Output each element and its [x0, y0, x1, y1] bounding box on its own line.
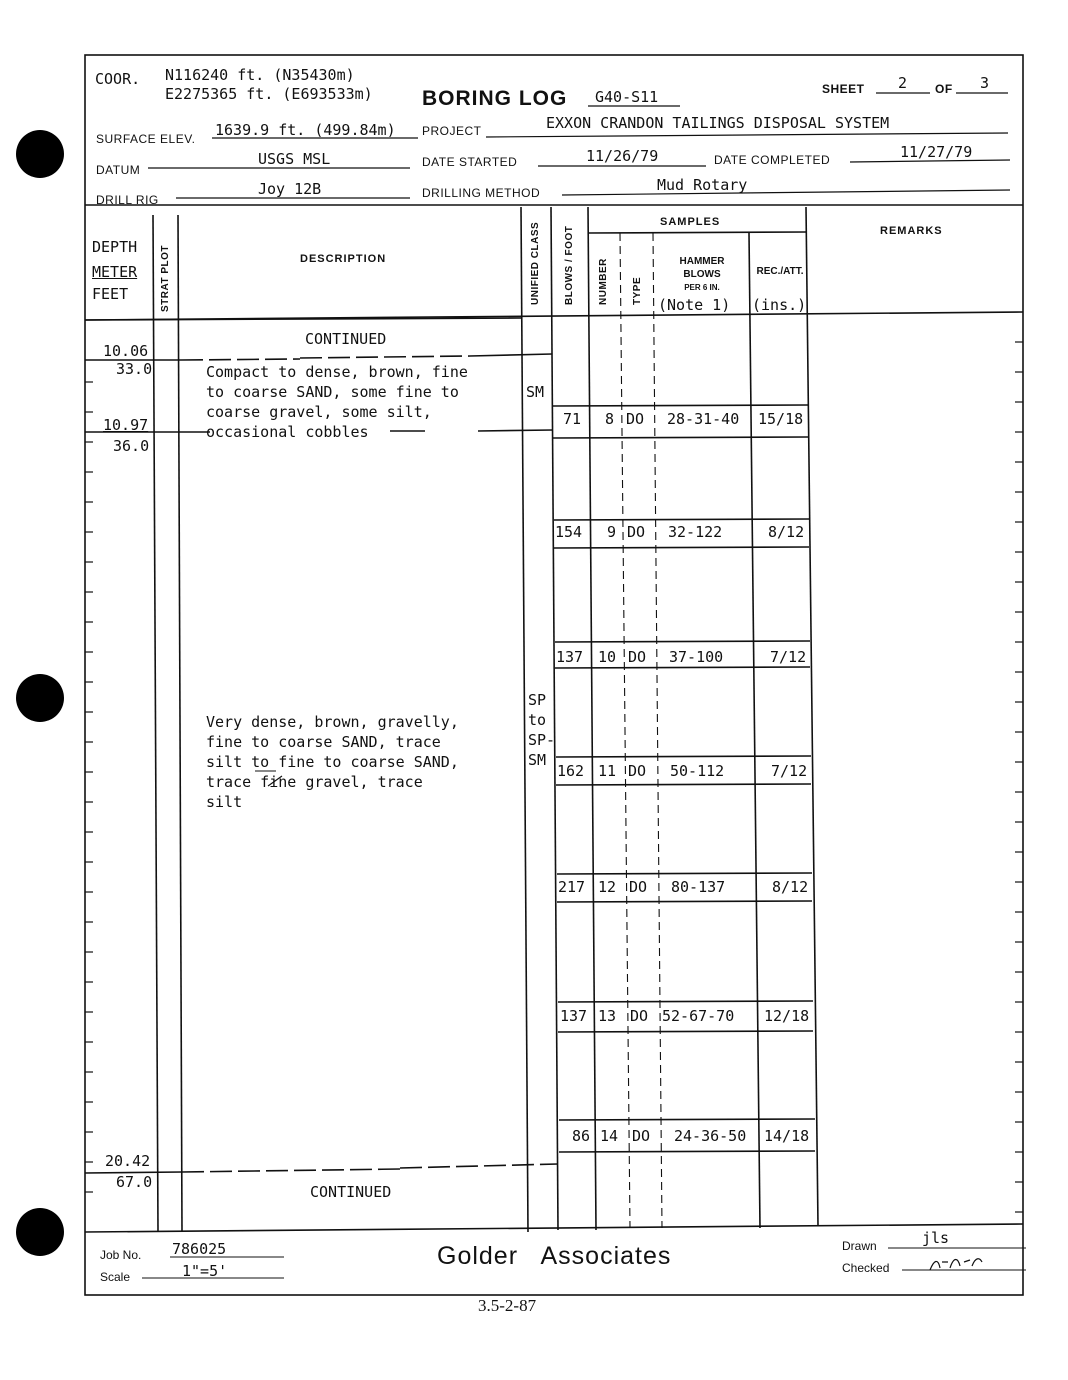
sample-rec-att: 14/18	[764, 1127, 810, 1145]
sample-hammer-blows: 80-137	[671, 878, 726, 896]
page-number: 3.5-2-87	[478, 1296, 537, 1315]
page-title: BORING LOG	[422, 87, 568, 110]
sample-rec-att: 7/12	[771, 762, 808, 780]
coor-label: COOR.	[95, 70, 141, 88]
sample-rec-att: 7/12	[770, 648, 807, 666]
date-started-label: DATE STARTED	[422, 155, 518, 169]
surface-elev-label: SURFACE ELEV.	[96, 132, 196, 146]
sample-hammer-blows: 24-36-50	[674, 1127, 747, 1145]
company-name: Golder Associates	[437, 1242, 672, 1270]
col-samples: SAMPLES	[660, 216, 721, 228]
coor-north: N116240 ft. (N35430m)	[165, 66, 355, 84]
datum-label: DATUM	[96, 163, 141, 177]
project-name: EXXON CRANDON TAILINGS DISPOSAL SYSTEM	[546, 114, 890, 132]
layer-description-1: Compact to dense, brown, fine to coarse SAND, some fine to coarse gravel, some silt, occasional cobbles	[206, 363, 468, 441]
sample-rec-att: 12/18	[764, 1007, 810, 1025]
sample-number: 10	[598, 648, 617, 666]
sample-hammer-blows: 50-112	[670, 762, 725, 780]
depth-meter-3: 20.42	[105, 1152, 151, 1170]
col-rec-att: REC./ATT.	[756, 266, 804, 277]
sample-type: DO	[626, 410, 645, 428]
continued-top: CONTINUED	[305, 330, 387, 348]
sample-blows: 86	[572, 1127, 591, 1145]
col-depth-line3: FEET	[92, 285, 129, 303]
sample-number: 9	[607, 523, 617, 541]
sheet-number: 2	[898, 74, 908, 92]
scale-label: Scale	[100, 1270, 131, 1284]
col-description: DESCRIPTION	[300, 253, 387, 265]
job-no-label: Job No.	[100, 1248, 142, 1262]
sample-blows: 71	[563, 410, 582, 428]
sample-number: 12	[598, 878, 617, 896]
sample-blows: 162	[557, 762, 585, 780]
sample-type: DO	[627, 523, 646, 541]
of-label: OF	[935, 82, 953, 96]
col-unified-class: UNIFIED CLASS	[530, 221, 541, 305]
sample-hammer-blows: 52-67-70	[662, 1007, 735, 1025]
drill-rig-label: DRILL RIG	[96, 193, 159, 207]
sheet-label: SHEET	[822, 82, 865, 96]
date-completed: 11/27/79	[900, 143, 973, 161]
scale-value: 1"=5'	[182, 1262, 228, 1280]
sample-number: 13	[598, 1007, 617, 1025]
job-no: 786025	[172, 1240, 227, 1258]
drilling-method: Mud Rotary	[657, 176, 748, 194]
coor-east: E2275365 ft. (E693533m)	[165, 85, 373, 103]
drawn-label: Drawn	[842, 1239, 877, 1253]
depth-feet-1: 33.0	[116, 360, 153, 378]
date-started: 11/26/79	[586, 147, 659, 165]
surface-elev: 1639.9 ft. (499.84m)	[215, 121, 396, 139]
sample-rec-att: 15/18	[758, 410, 804, 428]
sample-number: 11	[598, 762, 617, 780]
sample-hammer-blows: 32-122	[668, 523, 723, 541]
col-sample-number: NUMBER	[598, 258, 609, 305]
sample-blows: 137	[560, 1007, 588, 1025]
col-rec-units: (ins.)	[752, 296, 807, 314]
depth-feet-2: 36.0	[113, 437, 150, 455]
col-depth-line1: DEPTH	[92, 238, 138, 256]
datum-value: USGS MSL	[258, 150, 331, 168]
col-blows-per-foot: BLOWS / FOOT	[564, 225, 575, 305]
sheet-total: 3	[980, 74, 990, 92]
layer-description-2: Very dense, brown, gravelly, fine to coarse SAND, trace silt to fine to coarse SAND, trace fine gravel, trace silt	[206, 713, 459, 811]
col-remarks: REMARKS	[880, 225, 943, 237]
col-hammer-line2: BLOWS	[683, 269, 721, 280]
drilling-method-label: DRILLING METHOD	[422, 186, 541, 200]
layer-class-1: SM	[526, 383, 545, 401]
checked-label: Checked	[842, 1261, 890, 1275]
sample-type: DO	[628, 762, 647, 780]
sample-number: 8	[605, 410, 615, 428]
col-strat-plot: STRAT PLOT	[160, 244, 171, 312]
sample-type: DO	[629, 878, 648, 896]
col-sample-type: TYPE	[632, 276, 643, 305]
depth-meter-1: 10.06	[103, 342, 149, 360]
col-depth-line2: METER	[92, 263, 138, 281]
depth-meter-2: 10.97	[103, 416, 149, 434]
sample-rec-att: 8/12	[772, 878, 809, 896]
sample-blows: 154	[555, 523, 583, 541]
sample-hammer-blows: 28-31-40	[667, 410, 740, 428]
drawn-by: jls	[922, 1229, 950, 1247]
drill-rig: Joy 12B	[258, 180, 322, 198]
sample-rec-att: 8/12	[768, 523, 805, 541]
checked-signature	[926, 1252, 986, 1276]
date-completed-label: DATE COMPLETED	[714, 153, 831, 167]
col-hammer-note: (Note 1)	[658, 296, 731, 314]
sample-type: DO	[630, 1007, 649, 1025]
project-label: PROJECT	[422, 124, 482, 138]
sample-type: DO	[628, 648, 647, 666]
layer-class-2: SP to SP- SM	[528, 691, 556, 769]
sample-blows: 137	[556, 648, 584, 666]
continued-bottom: CONTINUED	[310, 1183, 392, 1201]
depth-feet-3: 67.0	[116, 1173, 153, 1191]
sample-blows: 217	[558, 878, 586, 896]
sample-type: DO	[632, 1127, 651, 1145]
col-hammer-line3: PER 6 IN.	[684, 283, 720, 292]
sample-number: 14	[600, 1127, 619, 1145]
log-id: G40-S11	[595, 88, 659, 106]
sample-hammer-blows: 37-100	[669, 648, 724, 666]
col-hammer-line1: HAMMER	[679, 256, 725, 267]
